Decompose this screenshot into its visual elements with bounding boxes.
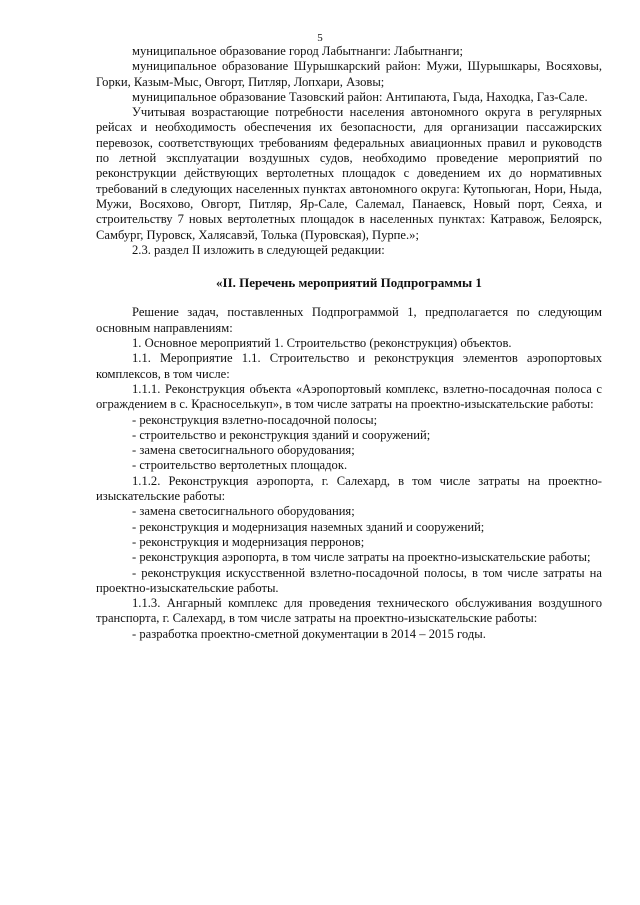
paragraph: 2.3. раздел II изложить в следующей редакции: [132, 242, 385, 257]
paragraph: Учитывая возрастающие потребности населения автономного округа в регулярных рейсах и необходимость обеспечения их безопасности, для организации пассажирских перевозок, соответствующих требованиям федеральных авиационных правил и руководств по летной эксплуатации воздушных судов, необходимо проведение мероприятий по реконструкции действующих вертолетных площадок с доведением их до нормативных требований в следующих населенных пунктах автономного округа: Кутопьюган, Нори, Ныда, Мужи, Восяхово, Овгорт, Питляр, Яр-Сале, Салемал, Панаевск, Новый порт, Сеяха, и строительству 7 новых вертолетных площадок в населенных пунктах: Катравож, Белоярск, Самбург, Пуровск, Халясавэй, Толька (Пуровская), Пурпе.»; [96, 105, 602, 242]
paragraph: муниципальное образование Тазовский район: Антипаюта, Гыда, Находка, Газ-Сале. [132, 89, 588, 104]
paragraph: Решение задач, поставленных Подпрограммой 1, предполагается по следующим основным направлениям: [96, 305, 602, 335]
list-item: - замена светосигнального оборудования; [132, 504, 355, 519]
paragraph: 1. Основное мероприятий 1. Строительство (реконструкция) объектов. [132, 336, 512, 351]
list-item: - реконструкция искусственной взлетно-посадочной полосы, в том числе затраты на проектно-изыскательские работы. [96, 565, 602, 595]
list-item: - строительство вертолетных площадок. [132, 458, 348, 473]
section-before-heading [96, 44, 602, 258]
section-after-heading [96, 305, 602, 642]
paragraph: 1.1.1. Реконструкция объекта «Аэропортовый комплекс, взлетно-посадочная полоса с ограждением в с. Красноселькуп», в том числе затраты на проектно-изыскательские работы: [96, 381, 602, 412]
paragraph: муниципальное образование город Лабытнанги: Лабытнанги; [132, 44, 464, 58]
paragraph: 1.1. Мероприятие 1.1. Строительство и реконструкция элементов аэропортовых комплексов, в том числе: [96, 351, 602, 381]
list-item: - строительство и реконструкция зданий и сооружений; [132, 427, 431, 442]
list-item: - реконструкция аэропорта, в том числе затраты на проектно-изыскательские работы; [132, 550, 591, 565]
list-item: - реконструкция и модернизация перронов; [132, 534, 365, 549]
list-item: - реконструкция взлетно-посадочной полосы; [132, 412, 378, 427]
list-item: - разработка проектно-сметной документации в 2014 – 2015 годы. [132, 626, 486, 641]
list-item: - замена светосигнального оборудования; [132, 443, 355, 458]
paragraph: 1.1.2. Реконструкция аэропорта, г. Салехард, в том числе затраты на проектно-изыскательские работы: [96, 473, 602, 504]
document-body [96, 44, 602, 642]
paragraph: муниципальное образование Шурышкарский район: Мужи, Шурышкары, Восяховы, Горки, Казым-Мыс, Овгорт, Питляр, Лопхари, Азовы; [96, 59, 602, 89]
section-heading: «II. Перечень мероприятий Подпрограммы 1 [216, 275, 482, 291]
list-item: - реконструкция и модернизация наземных зданий и сооружений; [132, 519, 485, 534]
paragraph: 1.1.3. Ангарный комплекс для проведения технического обслуживания воздушного транспорта, г. Салехард, в том числе затраты на проектно-изыскательские работы: [96, 596, 602, 626]
page-number: 5 [317, 32, 323, 44]
